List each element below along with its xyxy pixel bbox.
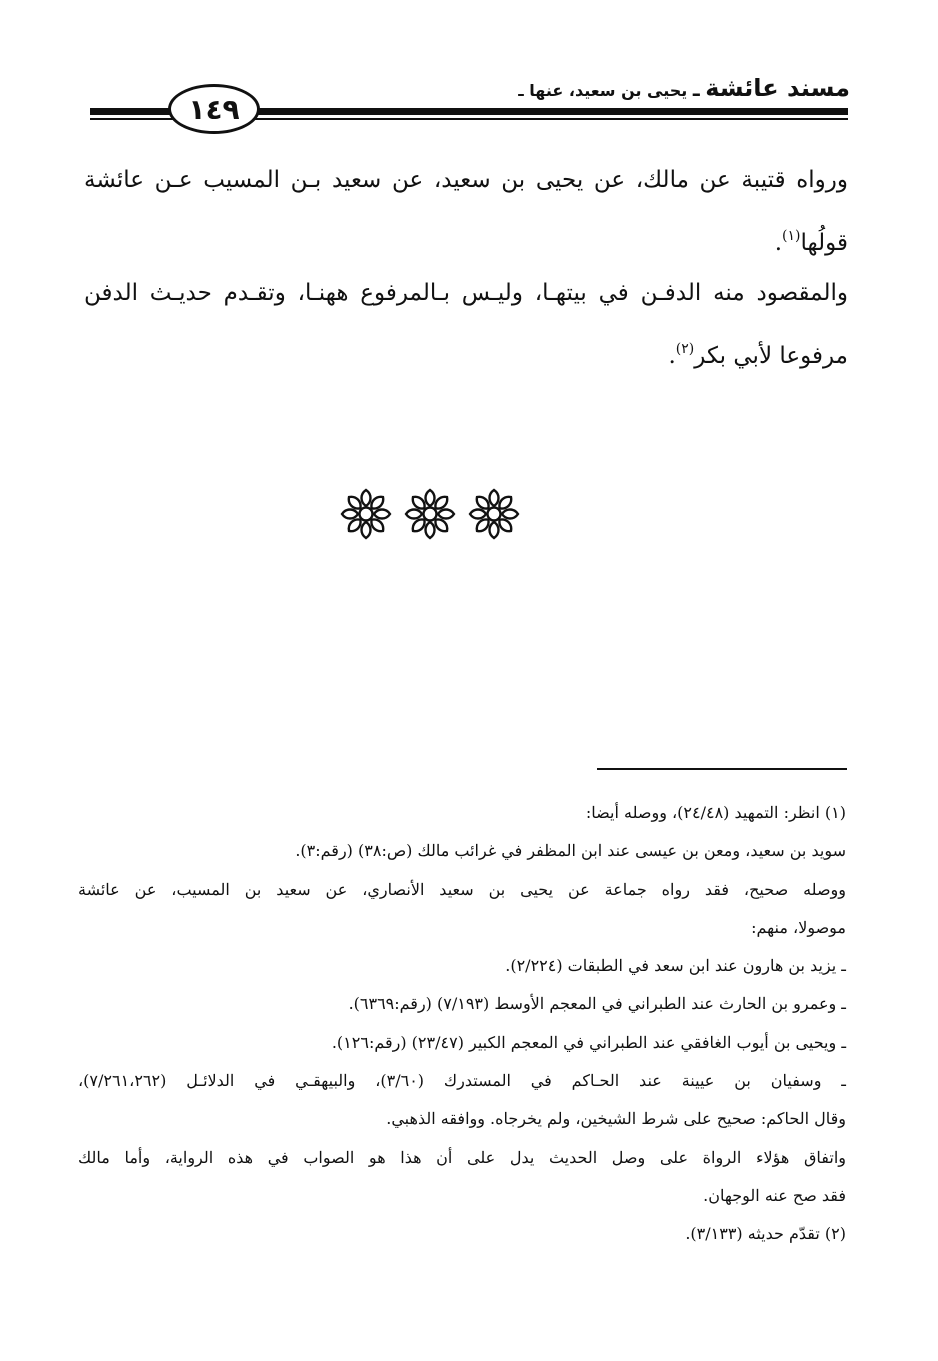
floral-star-icon [468, 488, 520, 540]
page-number: ١٤٩ [188, 92, 240, 126]
footnotes-block [78, 794, 846, 1254]
paragraph-end: . [668, 343, 676, 369]
footnote-line: فقد صح عنه الوجهان. [703, 1185, 846, 1205]
footnote-reference-2[interactable]: (٢) [675, 341, 695, 357]
paragraph-text: والمقصود منه الدفـن في بيتهـا، وليـس بـالمرفوع ههنـا، وتقـدم حديـث الدفن مرفوعا لأبي بكر [84, 280, 848, 369]
running-header [518, 74, 850, 102]
floral-star-icon [340, 488, 392, 540]
footnote-line: واتفاق هؤلاء الرواة على وصل الحديث يدل على أن هذا هو الصواب في هذه الرواية، وأما مالك [78, 1147, 846, 1167]
footnote-line: ـ وعمرو بن الحارث عند الطبراني في المعجم الأوسط (٧/١٩٣) (رقم:٦٣٦٩). [348, 994, 846, 1014]
paragraph-end: . [774, 230, 783, 256]
floral-star-icon [404, 488, 456, 540]
book-title: مسند عائشة [705, 74, 850, 102]
header-separator: ـ [692, 77, 700, 101]
footnote-line: ـ وسفيان بن عيينة عند الحـاكم في المستدرك (٣/٦٠)، والبيهقـي في الدلائـل (٧/٢٦١،٢٦٢)، [78, 1071, 846, 1091]
page-number-badge [168, 84, 260, 134]
footnote-line: (٢) تقدّم حديثه (٣/١٣٣). [685, 1224, 846, 1244]
footnote-line: ووصله صحيح، فقد رواه جماعة عن يحيى بن سعيد الأنصاري، عن سعيد بن المسيب، عن عائشة [78, 879, 846, 899]
footnote-line: وقال الحاكم: صحيح على شرط الشيخين، ولم يخرجاه. ووافقه الذهبي. [386, 1109, 846, 1129]
footnote-line: ـ يزيد بن هارون عند ابن سعد في الطبقات (٢/٢٢٤). [505, 956, 846, 976]
body-paragraph-2 [84, 265, 848, 384]
paragraph-text: ورواه قتيبة عن مالك، عن يحيى بن سعيد، عن سعيد بـن المسيب عـن عائشة قولُها [84, 167, 848, 256]
body-paragraph-1 [84, 152, 848, 271]
footnote-line: ـ ويحيى بن أيوب الغافقي عند الطبراني في المعجم الكبير (٢٣/٤٧) (رقم:١٢٦). [331, 1032, 846, 1052]
footnote-reference-1[interactable]: (١) [782, 228, 801, 244]
section-title: يحيى بن سعيد، عنها ـ [518, 81, 688, 100]
footnote-line: (١) انظر: التمهيد (٢٤/٤٨)، ووصله أيضا: [585, 803, 846, 822]
footnote-separator [597, 768, 847, 770]
section-divider-ornaments [340, 486, 520, 542]
footnote-line: موصولا، منهم: [751, 917, 846, 937]
footnote-line: سويد بن سعيد، ومعن بن عيسى عند ابن المظفر في غرائب مالك (ص:٣٨) (رقم:٣). [295, 841, 846, 861]
